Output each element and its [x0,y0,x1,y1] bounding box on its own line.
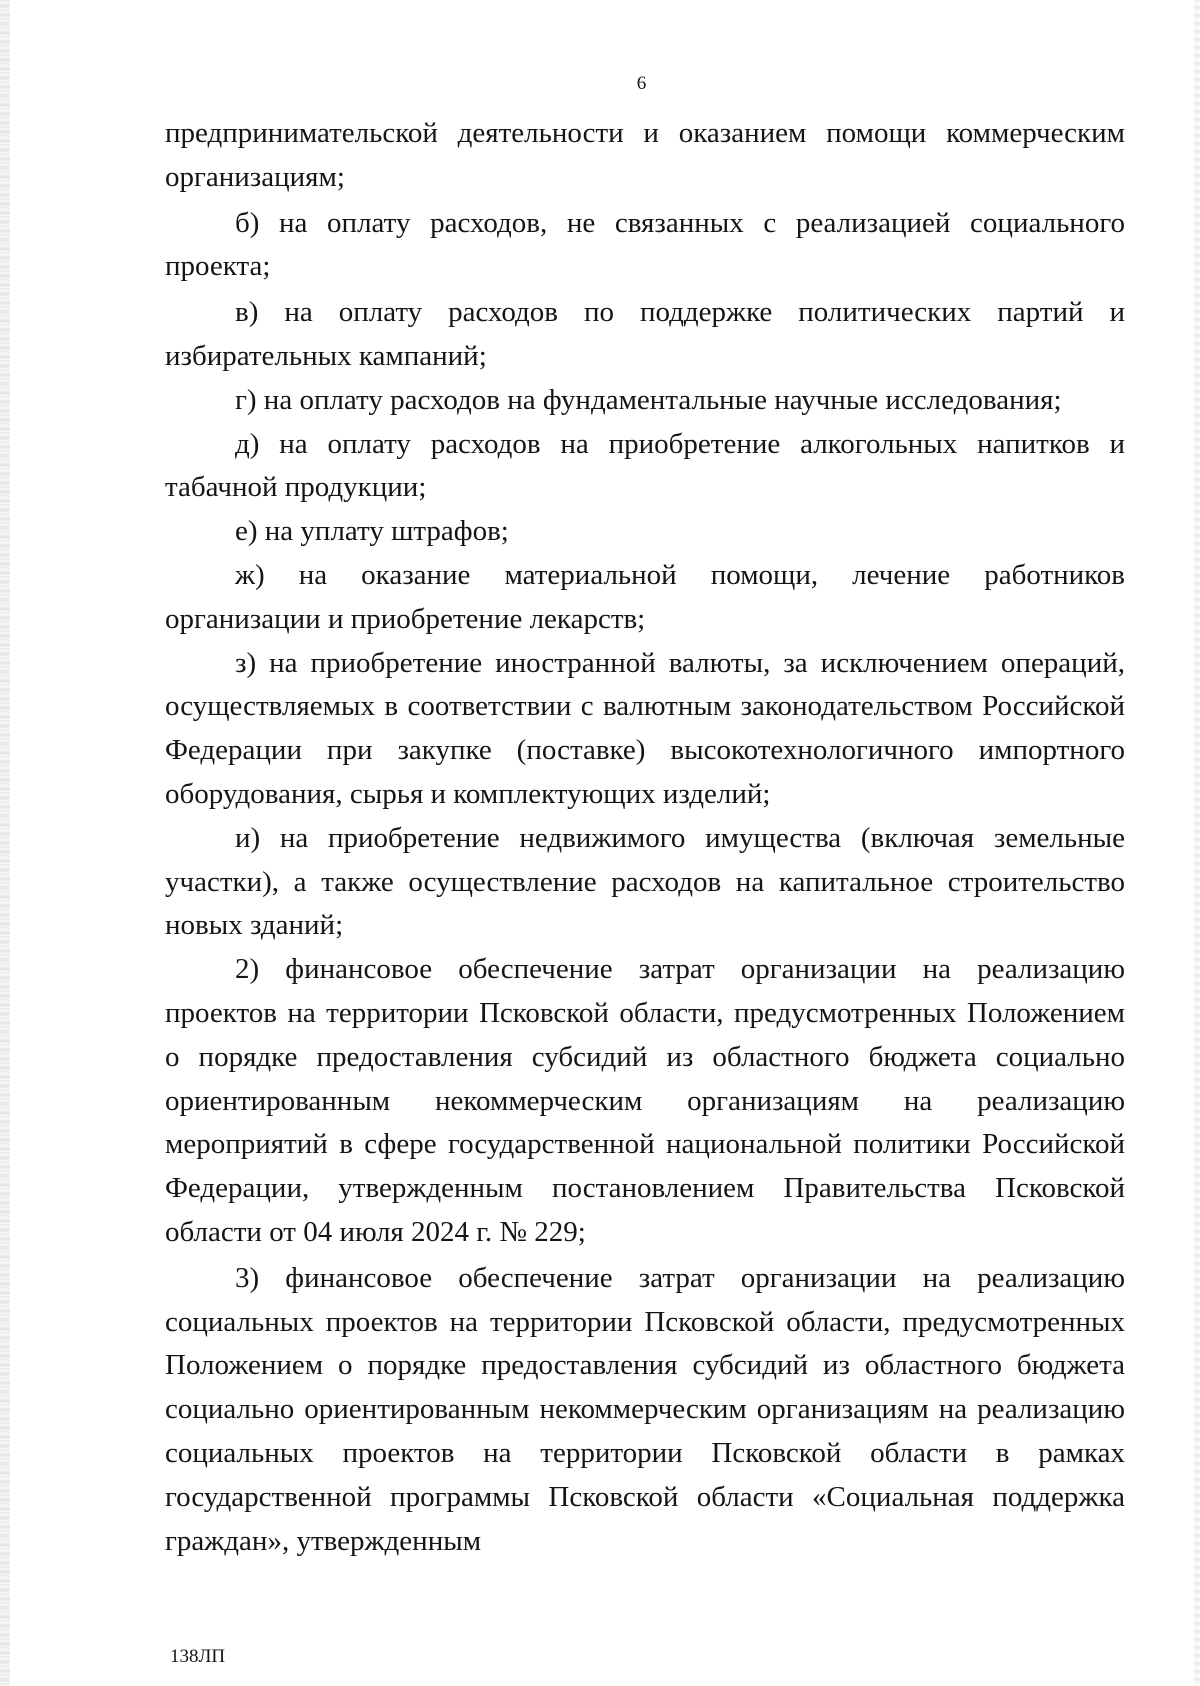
scan-edge-left [0,0,10,1686]
paragraph-item-g: г) на оплату расходов на фундаментальные научные исследования; [235,383,1062,416]
paragraph-item-i: и) на приобретение недвижимого имущества (включая земельные участки), а также осуществление расходов на капитальное строительство новых зданий; [165,821,1125,942]
scan-edge-right [1194,0,1200,1686]
paragraph-item-2: 2) финансовое обеспечение затрат организации на реализацию проектов на территории Псковской области, предусмотренных Положением о порядке предоставления субсидий из областного бюджета социально ориентированным некоммерческим организациям на реализацию мероприятий в сфере государственной национальной политики Российской Федерации, утвержденным постановлением Правительства Псковской области от 04 июля 2024 г. № 229; [165,953,1125,1248]
document-body [165,112,1125,1563]
page-number: 6 [636,73,647,94]
paragraph-item-d: д) на оплату расходов на приобретение алкогольных напитков и табачной продукции; [165,427,1125,504]
paragraph-item-v: в) на оплату расходов по поддержке политических партий и избирательных кампаний; [165,296,1125,372]
paragraph-item-z: з) на приобретение иностранной валюты, за исключением операций, осуществляемых в соответствии с валютным законодательством Российской Федерации при закупке (поставке) высокотехнологичного импортного оборудования, сырья и комплектующих изделий; [165,646,1125,810]
paragraph-item-zh: ж) на оказание материальной помощи, лечение работников организации и приобретение лекарств; [165,558,1125,635]
document-code: 138ЛП [170,1646,226,1667]
paragraph-item-e: е) на уплату штрафов; [235,515,509,548]
paragraph-continuation: предпринимательской деятельности и оказанием помощи коммерческим организациям; [165,117,1125,193]
paragraph-item-3: 3) финансовое обеспечение затрат организации на реализацию социальных проектов на территории Псковской области, предусмотренных Положением о порядке предоставления субсидий из областного бюджета социально ориентированным некоммерческим организациям на реализацию социальных проектов на территории Псковской области в рамках государственной программы Псковской области «Социальная поддержка граждан», утвержденным [165,1261,1125,1557]
paragraph-item-b: б) на оплату расходов, не связанных с реализацией социального проекта; [165,206,1125,283]
